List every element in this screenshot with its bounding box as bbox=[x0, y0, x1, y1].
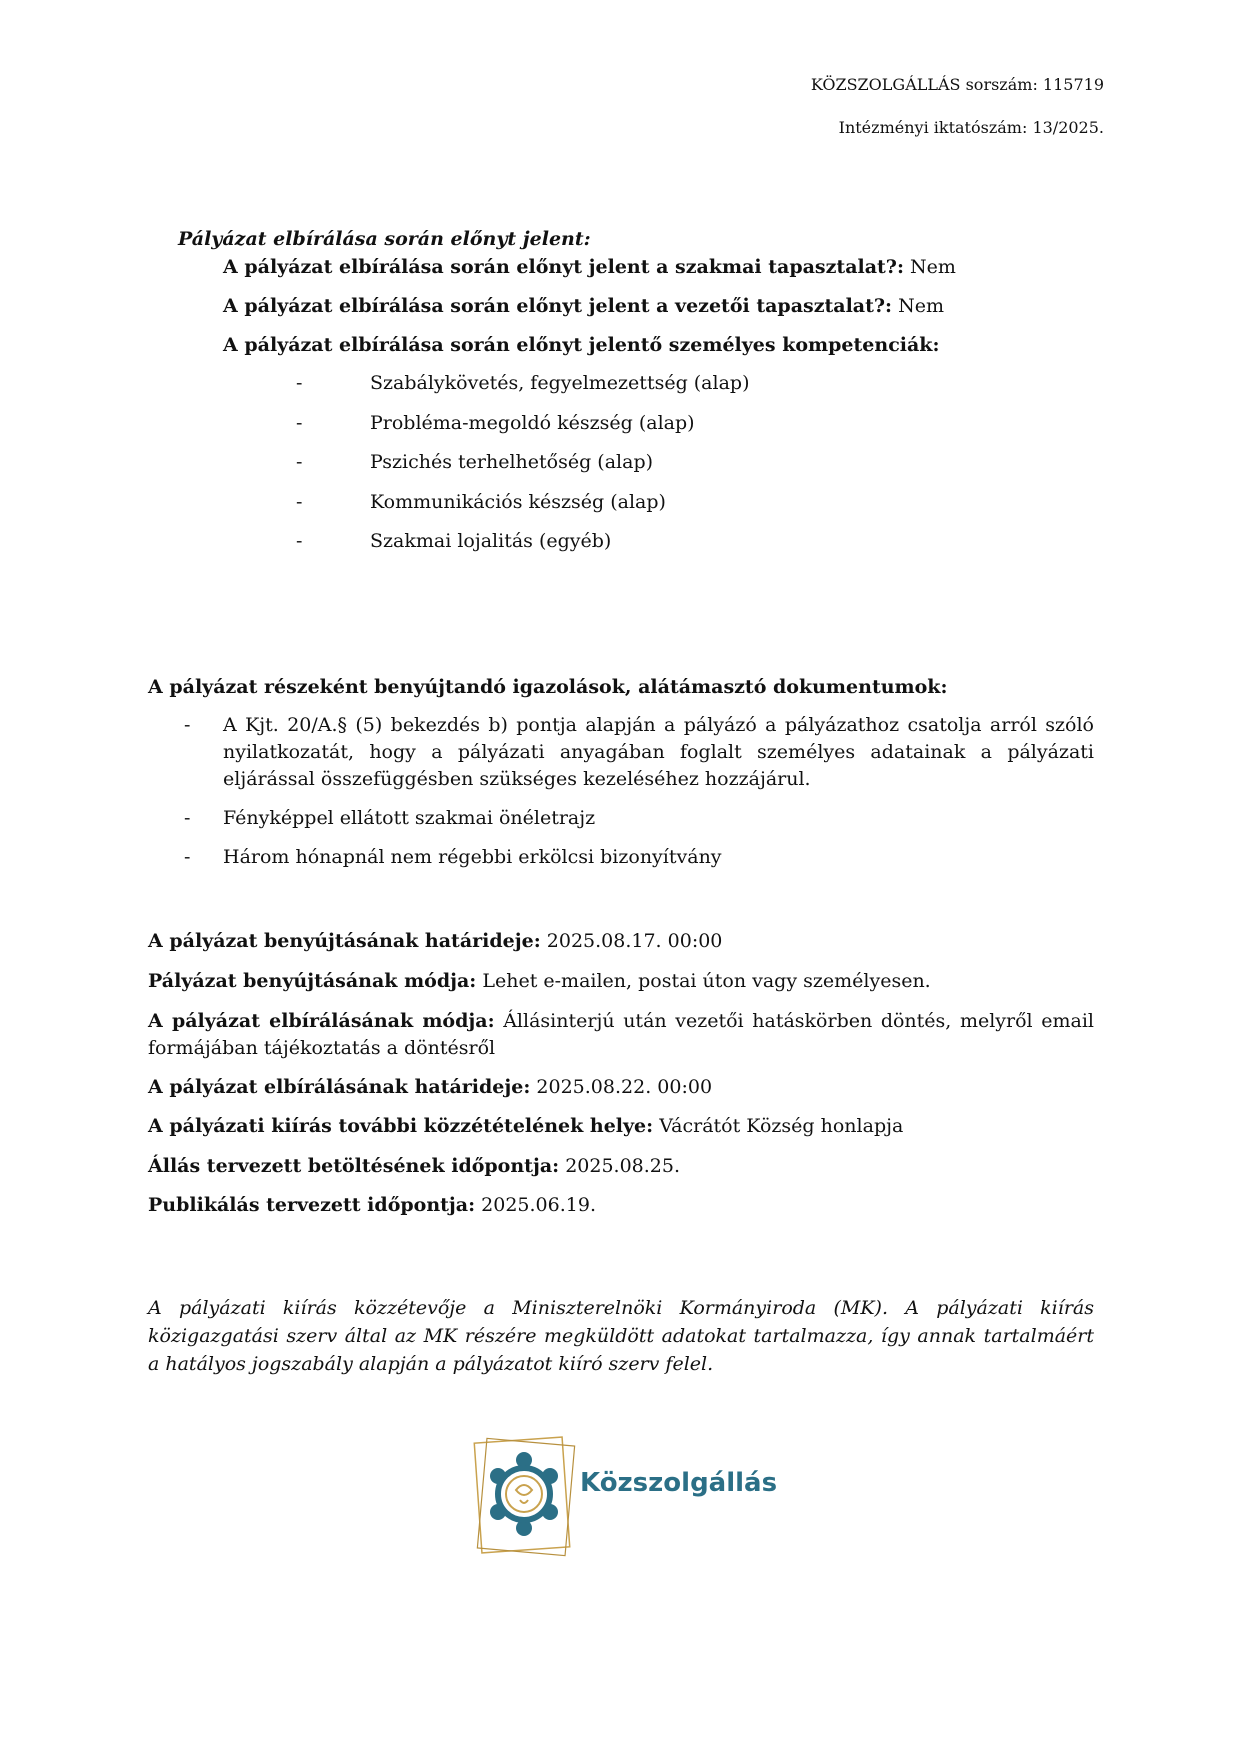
documents-title: A pályázat részeként benyújtandó igazolások, alátámasztó dokumentumok: bbox=[148, 676, 948, 698]
competencies-label: A pályázat elbírálása során előnyt jelentő személyes kompetenciák: bbox=[223, 334, 940, 356]
list-dash: - bbox=[296, 411, 303, 434]
submission-method-value: Lehet e-mailen, postai úton vagy személyesen. bbox=[476, 970, 931, 992]
competency-text: Probléma-megoldó készség (alap) bbox=[370, 411, 695, 434]
list-item bbox=[148, 844, 1094, 871]
filing-number: Intézményi iktatószám: 13/2025. bbox=[838, 118, 1104, 137]
submission-deadline-row bbox=[148, 928, 1094, 955]
list-dash: - bbox=[184, 714, 191, 736]
list-item bbox=[148, 805, 1094, 832]
publication-place-value: Vácrátót Község honlapja bbox=[653, 1115, 904, 1137]
management-experience-value: Nem bbox=[892, 295, 944, 317]
list-item bbox=[296, 489, 750, 529]
document-text: Három hónapnál nem régebbi erkölcsi bizonyítvány bbox=[223, 846, 722, 868]
planned-fill-date-value: 2025.08.25. bbox=[559, 1155, 681, 1177]
submission-method-label: Pályázat benyújtásának módja: bbox=[148, 970, 477, 992]
publication-place-row bbox=[148, 1113, 1094, 1140]
list-dash: - bbox=[184, 846, 191, 868]
submission-deadline-label: A pályázat benyújtásának határideje: bbox=[148, 930, 541, 952]
publish-date-row bbox=[148, 1192, 1094, 1219]
list-dash: - bbox=[296, 490, 303, 513]
advantage-heading: Pályázat elbírálása során előnyt jelent: bbox=[178, 228, 591, 250]
list-item bbox=[296, 528, 750, 568]
document-text: Fényképpel ellátott szakmai önéletrajz bbox=[223, 807, 596, 829]
competency-text: Szabálykövetés, fegyelmezettség (alap) bbox=[370, 372, 750, 394]
judging-method-row bbox=[148, 1008, 1094, 1062]
competency-text: Pszichés terhelhetőség (alap) bbox=[370, 451, 654, 473]
judging-method-value: Állásinterjú után vezetői hatáskörben döntés, melyről email formájában tájékoztatás a döntésről bbox=[148, 1010, 1094, 1059]
publish-date-label: Publikálás tervezett időpontja: bbox=[148, 1194, 476, 1216]
list-dash: - bbox=[296, 530, 303, 552]
planned-fill-date-label: Állás tervezett betöltésének időpontja: bbox=[148, 1155, 560, 1177]
logo-wordmark: Közszolgállás bbox=[580, 1468, 778, 1498]
competency-list bbox=[296, 370, 750, 568]
submission-method-row bbox=[148, 968, 1094, 995]
submission-deadline-value: 2025.08.17. 00:00 bbox=[540, 930, 723, 952]
professional-experience-label: A pályázat elbírálása során előnyt jelent a szakmai tapasztalat?: bbox=[223, 256, 904, 278]
professional-experience-row bbox=[223, 256, 956, 278]
judging-method-label: A pályázat elbírálásának módja: bbox=[148, 1010, 495, 1032]
kozszolgallas-logo bbox=[470, 1430, 780, 1560]
competency-text: Szakmai lojalitás (egyéb) bbox=[370, 530, 612, 552]
list-dash: - bbox=[296, 451, 303, 473]
list-dash: - bbox=[296, 372, 303, 394]
judging-deadline-row bbox=[148, 1074, 1094, 1101]
publish-date-value: 2025.06.19. bbox=[475, 1194, 596, 1216]
disclaimer: A pályázati kiírás közzétevője a Miniszterelnöki Kormányiroda (MK). A pályázati kiírás közigazgatási szerv által az MK részére megküldött adatokat tartalmazza, így annak tartalmáért a hatályos jogszabály alapján a pályázatot kiíró szerv felel. bbox=[148, 1297, 1094, 1375]
professional-experience-value: Nem bbox=[903, 256, 956, 278]
list-item bbox=[296, 410, 750, 450]
serial-number: KÖZSZOLGÁLLÁS sorszám: 115719 bbox=[810, 75, 1104, 94]
list-item bbox=[148, 712, 1094, 793]
list-item bbox=[296, 370, 750, 410]
management-experience-row bbox=[223, 295, 944, 317]
planned-fill-date-row bbox=[148, 1153, 1094, 1180]
competencies-heading bbox=[223, 334, 939, 356]
judging-deadline-label: A pályázat elbírálásának határideje: bbox=[148, 1076, 531, 1098]
judging-deadline-value: 2025.08.22. 00:00 bbox=[530, 1076, 713, 1098]
competency-text: Kommunikációs készség (alap) bbox=[370, 490, 666, 513]
management-experience-label: A pályázat elbírálása során előnyt jelent a vezetői tapasztalat?: bbox=[223, 295, 893, 317]
documents-list bbox=[148, 712, 1094, 883]
document-text: A Kjt. 20/A.§ (5) bekezdés b) pontja alapján a pályázó a pályázathoz csatolja arról szóló nyilatkozatát, hogy a pályázati anyagában foglalt személyes adatainak a pályázati eljárással összefüggésben szükséges kezeléséhez hozzájárul. bbox=[223, 714, 1094, 790]
publication-place-label: A pályázati kiírás további közzétételének helye: bbox=[148, 1115, 654, 1137]
list-dash: - bbox=[184, 807, 191, 829]
logo-emblem-icon bbox=[470, 1430, 580, 1560]
list-item bbox=[296, 449, 750, 489]
